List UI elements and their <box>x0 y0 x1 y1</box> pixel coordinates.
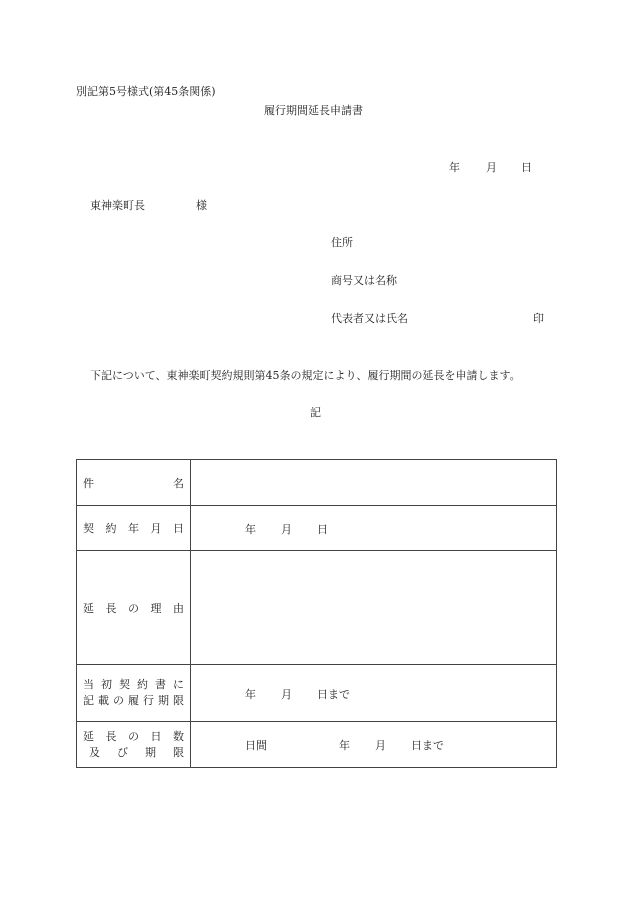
label-char: 日 <box>150 729 162 743</box>
ki-heading: 記 <box>310 406 321 419</box>
year-unit: 年 <box>245 688 256 701</box>
until-day-unit: 日まで <box>411 739 444 752</box>
contract-date-value-cell[interactable] <box>191 506 557 551</box>
trade-name-label: 商号又は名称 <box>331 274 397 287</box>
label-char: 約 <box>137 678 148 691</box>
label-char: 限 <box>173 745 184 759</box>
label-char: び <box>117 745 128 759</box>
label-char: 期 <box>158 694 169 707</box>
subject-label-cell <box>77 460 191 506</box>
month-unit: 月 <box>375 739 386 752</box>
date-day-label: 日 <box>521 161 532 174</box>
month-unit: 月 <box>281 688 292 701</box>
label-char: 年 <box>128 522 139 535</box>
label-char: の <box>128 601 139 615</box>
until-day-unit: 日まで <box>317 688 350 701</box>
label-char: 書 <box>155 678 166 691</box>
subject-value-cell[interactable] <box>191 460 557 506</box>
label-char: 契 <box>119 678 130 691</box>
address-label: 住所 <box>331 236 353 249</box>
label-char: 載 <box>98 694 109 707</box>
original-deadline-value-cell[interactable] <box>191 665 557 722</box>
label-char: 由 <box>173 601 184 615</box>
label-char: 記 <box>83 694 94 707</box>
label-char: の <box>113 694 124 707</box>
label-char: の <box>128 729 139 743</box>
row-extension-reason <box>77 551 557 665</box>
label-char: 行 <box>143 694 154 707</box>
label-char: 当 <box>83 678 94 691</box>
document-title: 履行期間延長申請書 <box>264 104 363 117</box>
month-unit: 月 <box>281 523 292 536</box>
date-year-label: 年 <box>449 161 460 174</box>
label-char: 長 <box>105 729 117 743</box>
representative-label: 代表者又は氏名 <box>331 312 408 325</box>
date-month-label: 月 <box>486 161 497 174</box>
original-deadline-label-cell <box>77 665 191 722</box>
year-unit: 年 <box>339 739 350 752</box>
label-char: 初 <box>101 678 112 691</box>
label-char: 月 <box>150 522 162 535</box>
addressee-name: 東神楽町長 <box>90 199 145 212</box>
day-unit: 日 <box>317 523 328 536</box>
extension-details-table <box>76 459 557 768</box>
label-char: 約 <box>105 522 117 535</box>
extension-reason-value-cell[interactable] <box>191 551 557 665</box>
label-char: 理 <box>150 601 162 615</box>
label-char: 契 <box>83 522 94 535</box>
row-subject <box>77 460 557 506</box>
form-number-label: 別記第5号様式(第45条関係) <box>76 85 216 98</box>
row-original-deadline <box>77 665 557 722</box>
contract-date-label-cell <box>77 506 191 551</box>
label-char: 限 <box>173 694 184 707</box>
extension-reason-label-cell <box>77 551 191 665</box>
label-char: 件 <box>83 476 94 490</box>
request-statement: 下記について、東神楽町契約規則第45条の規定により、履行期間の延長を申請します。 <box>90 369 521 382</box>
label-char: 延 <box>83 729 94 743</box>
label-char: 数 <box>173 729 184 743</box>
seal-mark: 印 <box>533 312 544 325</box>
label-char: 期 <box>145 745 156 759</box>
label-char: 長 <box>105 601 117 615</box>
days-unit: 日間 <box>245 739 267 752</box>
label-char: 延 <box>83 601 94 615</box>
extension-days-label-cell <box>77 722 191 768</box>
extension-days-value-cell[interactable] <box>191 722 557 768</box>
label-char: 及 <box>89 745 100 759</box>
label-char: 日 <box>173 522 184 535</box>
addressee-honorific: 様 <box>196 199 207 212</box>
label-char: 名 <box>173 476 184 490</box>
label-char: 履 <box>128 694 139 707</box>
year-unit: 年 <box>245 523 256 536</box>
row-extension-days <box>77 722 557 768</box>
label-char: に <box>173 678 184 691</box>
row-contract-date <box>77 506 557 551</box>
